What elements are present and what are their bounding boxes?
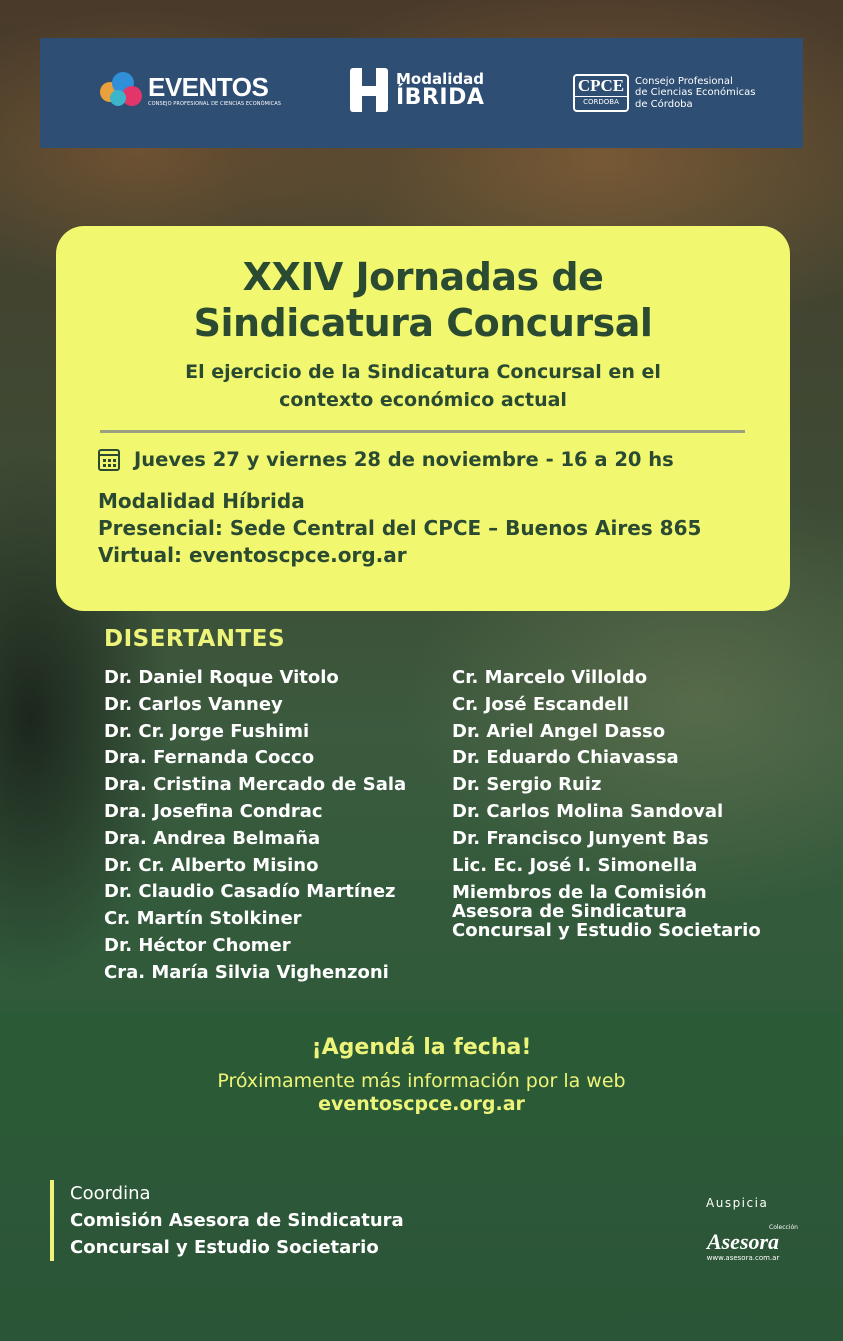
card-divider [100,430,745,433]
auspicia-label: Auspicia [706,1196,769,1210]
cta-band [0,1013,843,1137]
speaker-name: Dr. Eduardo Chiavassa [452,747,679,769]
coordina-line2: Concursal y Estudio Societario [70,1237,379,1258]
speaker-name: Cr. Marcelo Villoldo [452,667,648,688]
coordinator-block [50,1180,404,1261]
cta-subtext: Próximamente más información por la web [217,1070,626,1092]
cta-website-link[interactable]: eventoscpce.org.ar [318,1093,525,1115]
speaker-name: Dr. Cr. Alberto Misino [104,854,319,876]
event-title-line2: Sindicatura Concursal [193,301,653,345]
event-presencial: Presencial: Sede Central del CPCE – Buenos Aires 865 [98,516,702,540]
speaker-name: Lic. Ec. José I. Simonella [452,854,698,876]
event-title-line1: XXIV Jornadas de [242,255,604,299]
modalidad-logo [350,68,484,112]
event-modality: Modalidad Híbrida [98,489,305,513]
eventos-subtitle: CONSEJO PROFESIONAL DE CIENCIAS ECONÓMICAS [148,101,282,107]
speaker-name: Dra. Josefina Condrac [104,800,323,822]
speaker-name: Dr. Héctor Chomer [104,934,291,956]
speakers-title: DISERTANTES [104,626,286,652]
speaker-name: Dra. Andrea Belmaña [104,827,321,849]
speaker-name: Dr. Carlos Molina Sandoval [452,800,724,822]
speaker-name: Dr. Ariel Angel Dasso [452,720,666,742]
modalidad-label: Modalidad [396,70,484,88]
speaker-name: Cra. María Silvia Vighenzoni [104,961,389,983]
speaker-name: Dra. Fernanda Cocco [104,747,315,769]
header-bar [40,38,803,148]
speaker-name: Dr. Francisco Junyent Bas [452,827,709,849]
speaker-name: Dra. Cristina Mercado de Sala [104,774,407,796]
event-date: Jueves 27 y viernes 28 de noviembre - 16 a 20 hs [134,448,674,471]
eventos-logo [96,68,281,114]
sponsor-name: Asesora [706,1229,780,1254]
hibrida-label: ÍBRIDA [396,85,485,110]
speaker-name: Dr. Claudio Casadío Martínez [104,881,396,903]
eventos-title: EVENTOS [148,72,269,102]
cpce-badge-top: CPCE [577,76,625,95]
event-date-row [98,448,674,471]
cpce-name-line2: de Ciencias Económicas [635,87,756,99]
speaker-name: Cr. José Escandell [452,693,629,715]
event-title [56,254,790,346]
event-virtual: Virtual: eventoscpce.org.ar [98,543,407,567]
speaker-name: Dr. Carlos Vanney [104,693,283,715]
event-info-card [56,226,790,611]
speaker-name: Dr. Cr. Jorge Fushimi [104,720,310,742]
hybrid-h-icon [350,68,388,112]
commission-members: Miembros de la Comisión Asesora de Sindicatura Concursal y Estudio Societario [452,882,761,942]
speaker-name: Cr. Martín Stolkiner [104,908,302,930]
cpce-logo [573,74,755,112]
sponsor-url: www.asesora.com.ar [706,1254,780,1262]
cpce-name-line3: de Córdoba [635,98,693,110]
eventos-logo-icon [96,68,148,114]
event-subtitle [56,358,790,414]
cpce-name-line1: Consejo Profesional [635,75,733,87]
event-subtitle-line1: El ejercicio de la Sindicatura Concursal en el [185,361,661,383]
speaker-name: Dr. Sergio Ruiz [452,774,602,796]
sponsor-small-text: Colección [769,1224,798,1231]
asesora-sponsor-logo [688,1224,798,1264]
calendar-icon [98,449,120,471]
event-location-info [98,488,701,569]
speakers-column-2 [452,665,782,940]
cta-headline: ¡Agendá la fecha! [311,1035,532,1060]
cpce-name [635,76,755,111]
speaker-name: Dr. Daniel Roque Vitolo [104,667,339,688]
speakers-column-1 [104,665,406,987]
coordina-line1: Comisión Asesora de Sindicatura [70,1210,404,1231]
event-subtitle-line2: contexto económico actual [279,389,567,411]
cpce-badge-bottom: CORDOBA [575,96,627,107]
cpce-badge [573,74,629,112]
coordina-label: Coordina [70,1183,151,1204]
